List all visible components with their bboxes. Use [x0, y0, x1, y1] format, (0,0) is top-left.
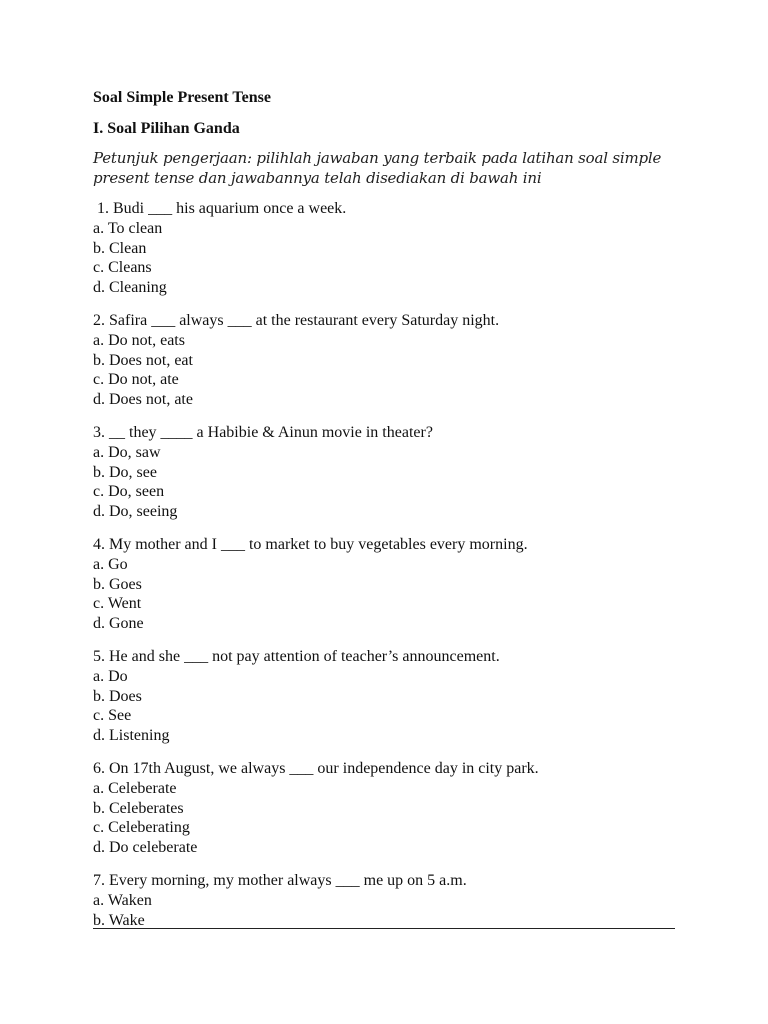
answer-option: c. Do not, ate [93, 371, 179, 389]
question-text: 4. My mother and I ___ to market to buy vegetables every morning. [93, 535, 528, 553]
question-text: 2. Safira ___ always ___ at the restaurant every Saturday night. [93, 311, 500, 329]
document-title: Soal Simple Present Tense [93, 89, 271, 106]
question-4 [93, 535, 675, 634]
question-7 [93, 871, 675, 930]
question-text: 6. On 17th August, we always ___ our independence day in city park. [93, 759, 539, 777]
answer-option: a. Waken [93, 891, 152, 909]
answer-option: d. Do, seeing [93, 503, 178, 521]
answer-option: b. Clean [93, 239, 147, 257]
answer-option: a. Do [93, 667, 128, 685]
answer-option: d. Cleaning [93, 279, 167, 297]
question-text: 5. He and she ___ not pay attention of teacher’s announcement. [93, 647, 500, 665]
answer-option: c. See [93, 707, 132, 725]
answer-option: d. Listening [93, 727, 170, 745]
answer-option: b. Does [93, 687, 142, 705]
answer-option: a. To clean [93, 219, 163, 237]
question-text: 3. __ they ____ a Habibie & Ainun movie in theater? [93, 423, 433, 441]
section-heading: I. Soal Pilihan Ganda [93, 120, 240, 137]
answer-option: a. Do, saw [93, 443, 161, 461]
answer-option: c. Went [93, 595, 142, 613]
answer-option: c. Celeberating [93, 819, 190, 837]
answer-option: b. Do, see [93, 463, 157, 481]
question-1 [93, 199, 675, 298]
answer-option: b. Goes [93, 575, 142, 593]
question-3 [93, 423, 675, 522]
question-2 [93, 311, 675, 410]
answer-option: d. Do celeberate [93, 839, 198, 857]
page-bottom-rule [93, 928, 675, 929]
document-page [93, 88, 675, 943]
answer-option: d. Gone [93, 615, 144, 633]
instructions-text: Petunjuk pengerjaan: pilihlah jawaban yang terbaik pada latihan soal simple present tense dan jawabannya telah disediakan di bawah ini [93, 149, 662, 187]
answer-option: d. Does not, ate [93, 391, 193, 409]
answer-option: c. Do, seen [93, 483, 165, 501]
answer-option: a. Do not, eats [93, 331, 185, 349]
answer-option: a. Celeberate [93, 779, 177, 797]
question-text: 1. Budi ___ his aquarium once a week. [97, 200, 347, 217]
question-text: 7. Every morning, my mother always ___ me up on 5 a.m. [93, 871, 467, 889]
question-6 [93, 759, 675, 858]
answer-option: b. Wake [93, 911, 145, 929]
answer-option: b. Celeberates [93, 799, 184, 817]
answer-option: c. Cleans [93, 259, 152, 277]
question-list [93, 199, 675, 930]
question-5 [93, 647, 675, 746]
answer-option: a. Go [93, 555, 128, 573]
answer-option: b. Does not, eat [93, 351, 193, 369]
